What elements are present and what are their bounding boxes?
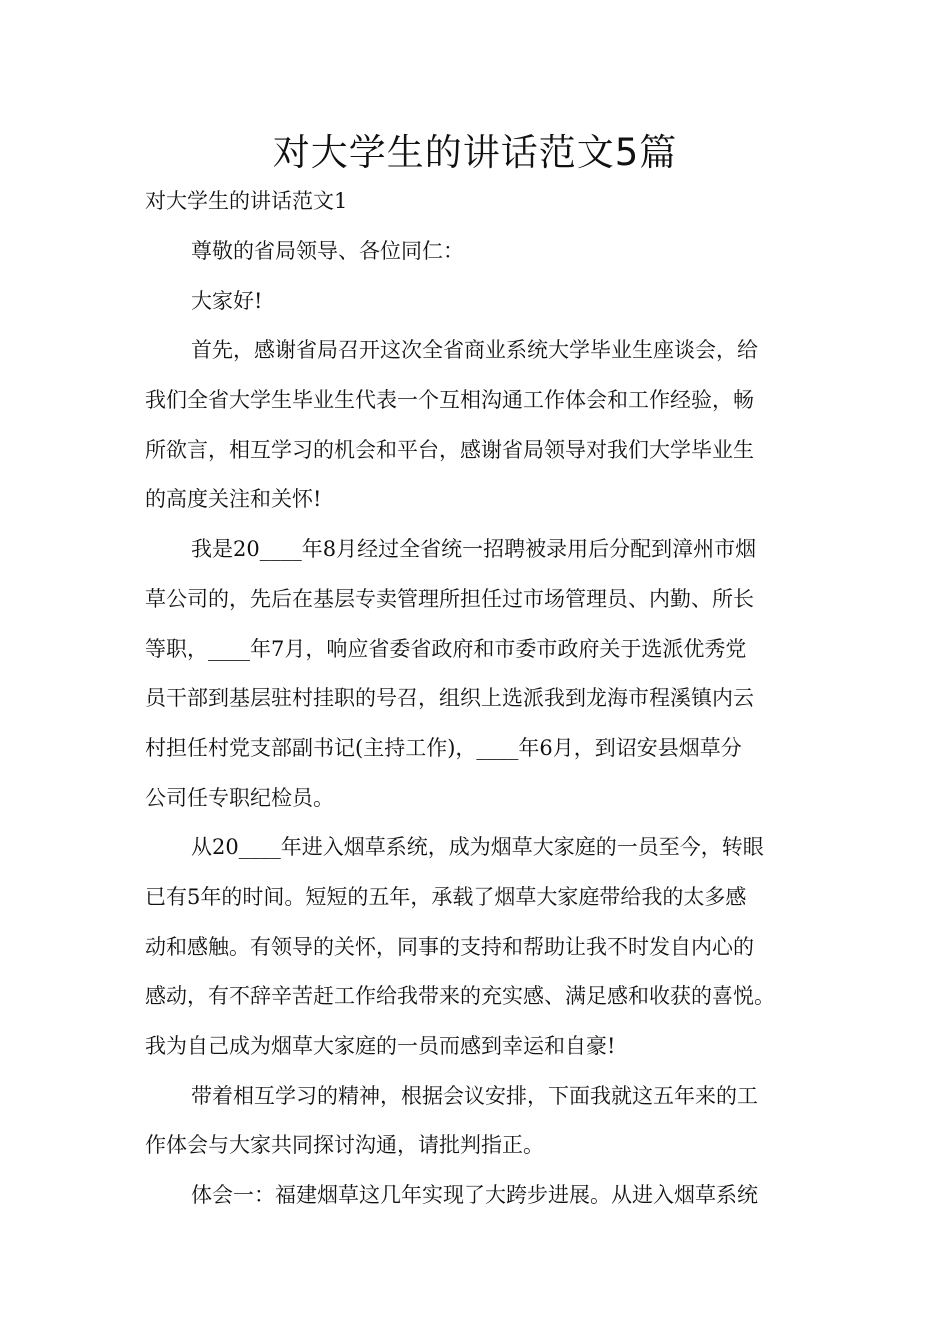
text-line: 作体会与大家共同探讨沟通，请批判指正。	[145, 1133, 544, 1158]
text-line: 动和感触。有领导的关怀，同事的支持和帮助让我不时发自内心的	[145, 934, 754, 959]
text-line: 村担任村党支部副书记(主持工作)，____年6月，到诏安县烟草分	[145, 735, 742, 760]
text-line: 我是20____年8月经过全省统一招聘被录用后分配到漳州市烟	[191, 537, 757, 562]
text-line: 草公司的，先后在基层专卖管理所担任过市场管理员、内勤、所长	[145, 586, 754, 611]
text-line: 带着相互学习的精神，根据会议安排，下面我就这五年来的工	[191, 1083, 758, 1108]
text-line: 的高度关注和关怀!	[145, 487, 322, 512]
text-line: 体会一：福建烟草这几年实现了大跨步进展。从进入烟草系统	[191, 1183, 758, 1208]
document-body	[145, 236, 810, 1230]
text-line: 从20____年进入烟草系统，成为烟草大家庭的一员至今，转眼	[191, 835, 764, 860]
text-line: 感动，有不辞辛苦赶工作给我带来的充实感、满足感和收获的喜悦。	[145, 984, 775, 1009]
text-line: 首先，感谢省局召开这次全省商业系统大学毕业生座谈会，给	[191, 338, 758, 363]
text-line: 大家好!	[191, 288, 263, 313]
text-line: 尊敬的省局领导、各位同仁：	[191, 239, 464, 263]
text-line: 等职，____年7月，响应省委省政府和市委市政府关于选派优秀党	[145, 636, 747, 661]
text-line: 公司任专职纪检员。	[145, 785, 334, 810]
section-heading: 对大学生的讲话范文1	[145, 189, 348, 213]
text-line: 员干部到基层驻村挂职的号召，组织上选派我到龙海市程溪镇内云	[145, 686, 754, 711]
text-line: 我们全省大学生毕业生代表一个互相沟通工作体会和工作经验，畅	[145, 388, 754, 413]
text-line: 所欲言，相互学习的机会和平台，感谢省局领导对我们大学毕业生	[145, 437, 754, 462]
text-line: 我为自己成为烟草大家庭的一员而感到幸运和自豪!	[145, 1034, 616, 1058]
document-title: 对大学生的讲话范文5篇	[272, 131, 678, 174]
text-line: 已有5年的时间。短短的五年，承载了烟草大家庭带给我的太多感	[145, 884, 747, 909]
